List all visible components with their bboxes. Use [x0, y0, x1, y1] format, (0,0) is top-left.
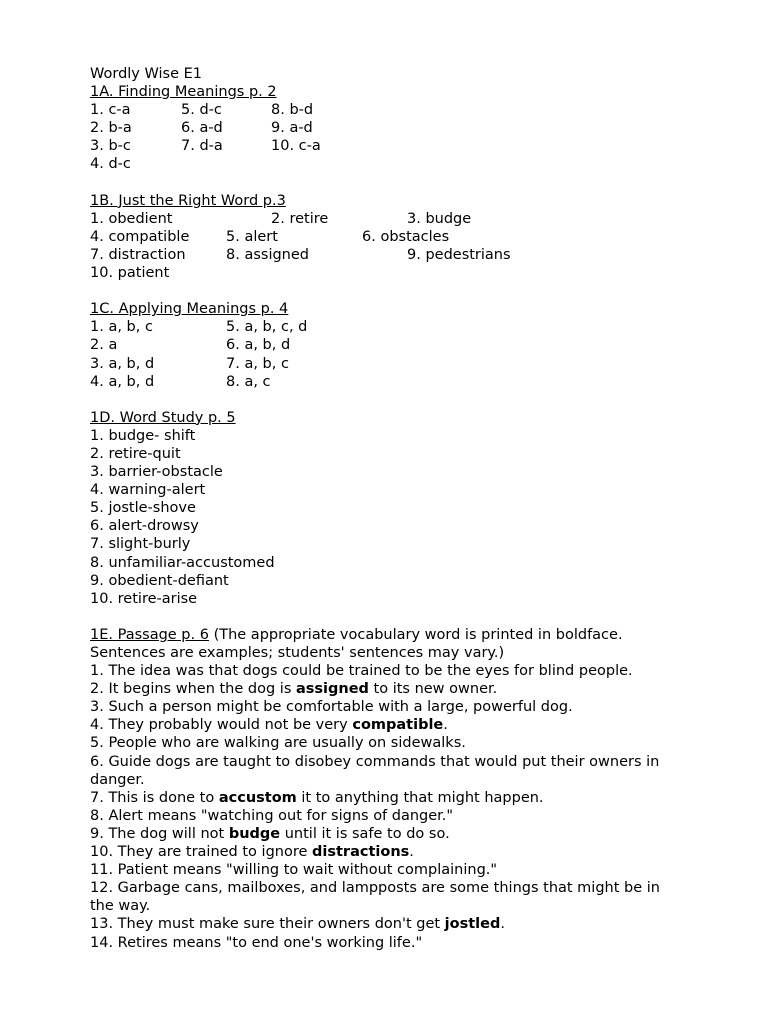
answer: 5. d-c: [181, 102, 222, 119]
sentence-item: 8. Alert means "watching out for signs of danger.": [90, 807, 454, 824]
answer: 10. c-a: [271, 138, 321, 155]
sentence-item: 1. The idea was that dogs could be trained to be the eyes for blind people.: [90, 663, 633, 680]
answer: 9. a-d: [271, 120, 313, 137]
section-1e-heading: 1E. Passage p. 6: [90, 626, 209, 643]
s1b-row: [90, 264, 680, 282]
sentence-item: 11. Patient means "willing to wait without complaining.": [90, 862, 498, 879]
sentence-item: 14. Retires means "to end one's working life.": [90, 934, 423, 951]
answer: 8. b-d: [271, 102, 314, 119]
sentence-item: 4. They probably would not be very compatible.: [90, 717, 448, 734]
list-item: 2. retire-quit: [90, 445, 181, 462]
s1c-row: [90, 373, 680, 391]
answer: 6. a, b, d: [226, 337, 291, 354]
vocab-word: budge: [228, 825, 281, 842]
document-title: Wordly Wise E1: [90, 66, 203, 82]
s1c-row: [90, 336, 680, 354]
answer: 8. assigned: [226, 246, 309, 263]
document-content: [90, 65, 680, 952]
s1a-row: [90, 101, 680, 119]
section-1b-heading: 1B. Just the Right Word p.3: [90, 192, 286, 209]
s1b-row: [90, 210, 680, 228]
list-item: 1. budge- shift: [90, 427, 196, 444]
list-item: 6. alert-drowsy: [90, 518, 199, 535]
answer: 1. obedient: [90, 210, 173, 227]
answer: 4. a, b, d: [90, 373, 155, 390]
s1a-row: [90, 119, 680, 137]
s1a-row: [90, 137, 680, 155]
answer: 6. a-d: [181, 120, 223, 137]
answer: 8. a, c: [226, 373, 271, 390]
answer: 3. b-c: [90, 138, 131, 155]
answer: 4. d-c: [90, 156, 131, 173]
answer: 2. a: [90, 337, 118, 354]
sentence-item: 3. Such a person might be comfortable with a large, powerful dog.: [90, 699, 573, 716]
vocab-word: jostled: [444, 916, 501, 933]
answer: 7. d-a: [181, 138, 223, 155]
vocab-word: compatible: [352, 717, 444, 734]
sentence-item: 13. They must make sure their owners don't get jostled.: [90, 916, 505, 933]
answer: 4. compatible: [90, 228, 190, 245]
answer: 1. c-a: [90, 102, 131, 119]
list-item: 4. warning-alert: [90, 482, 206, 499]
section-1a-heading: 1A. Finding Meanings p. 2: [90, 84, 277, 101]
answer: 9. pedestrians: [407, 246, 511, 263]
sentence-item: 12. Garbage cans, mailboxes, and lampposts are some things that might be in the way.: [90, 880, 660, 915]
section-1e-note: (The appropriate vocabulary word is printed in boldface. Sentences are examples; students' sentences may vary.): [90, 626, 623, 661]
vocab-word: assigned: [295, 681, 369, 698]
section-1e-intro: [90, 626, 680, 662]
sentence-item: 7. This is done to accustom it to anything that might happen.: [90, 789, 544, 806]
list-item: 10. retire-arise: [90, 590, 198, 607]
vocab-word: distractions: [312, 844, 410, 861]
list-item: 8. unfamiliar-accustomed: [90, 554, 275, 571]
answer: 3. a, b, d: [90, 355, 155, 372]
section-1d-heading: 1D. Word Study p. 5: [90, 409, 236, 426]
sentence-item: 6. Guide dogs are taught to disobey commands that would put their owners in danger.: [90, 753, 660, 788]
vocab-word: accustom: [218, 789, 297, 806]
answer: 1. a, b, c: [90, 319, 153, 336]
answer: 5. a, b, c, d: [226, 319, 308, 336]
answer: 3. budge: [407, 210, 472, 227]
answer: 2. b-a: [90, 120, 132, 137]
section-1c-heading: 1C. Applying Meanings p. 4: [90, 301, 289, 318]
list-item: 3. barrier-obstacle: [90, 464, 223, 481]
s1c-row: [90, 318, 680, 336]
sentence-item: 10. They are trained to ignore distractions.: [90, 844, 414, 861]
s1b-row: [90, 246, 680, 264]
list-item: 7. slight-burly: [90, 536, 191, 553]
sentence-item: 9. The dog will not budge until it is safe to do so.: [90, 825, 450, 842]
answer: 6. obstacles: [362, 228, 450, 245]
list-item: 5. jostle-shove: [90, 500, 196, 517]
sentence-item: 2. It begins when the dog is assigned to its new owner.: [90, 681, 498, 698]
list-item: 9. obedient-defiant: [90, 572, 229, 589]
answer: 2. retire: [271, 210, 329, 227]
s1c-row: [90, 355, 680, 373]
answer: 5. alert: [226, 228, 278, 245]
answer: 10. patient: [90, 265, 170, 282]
s1a-row: [90, 155, 680, 173]
sentence-item: 5. People who are walking are usually on sidewalks.: [90, 735, 466, 752]
answer: 7. distraction: [90, 246, 186, 263]
answer: 7. a, b, c: [226, 355, 289, 372]
s1b-row: [90, 228, 680, 246]
